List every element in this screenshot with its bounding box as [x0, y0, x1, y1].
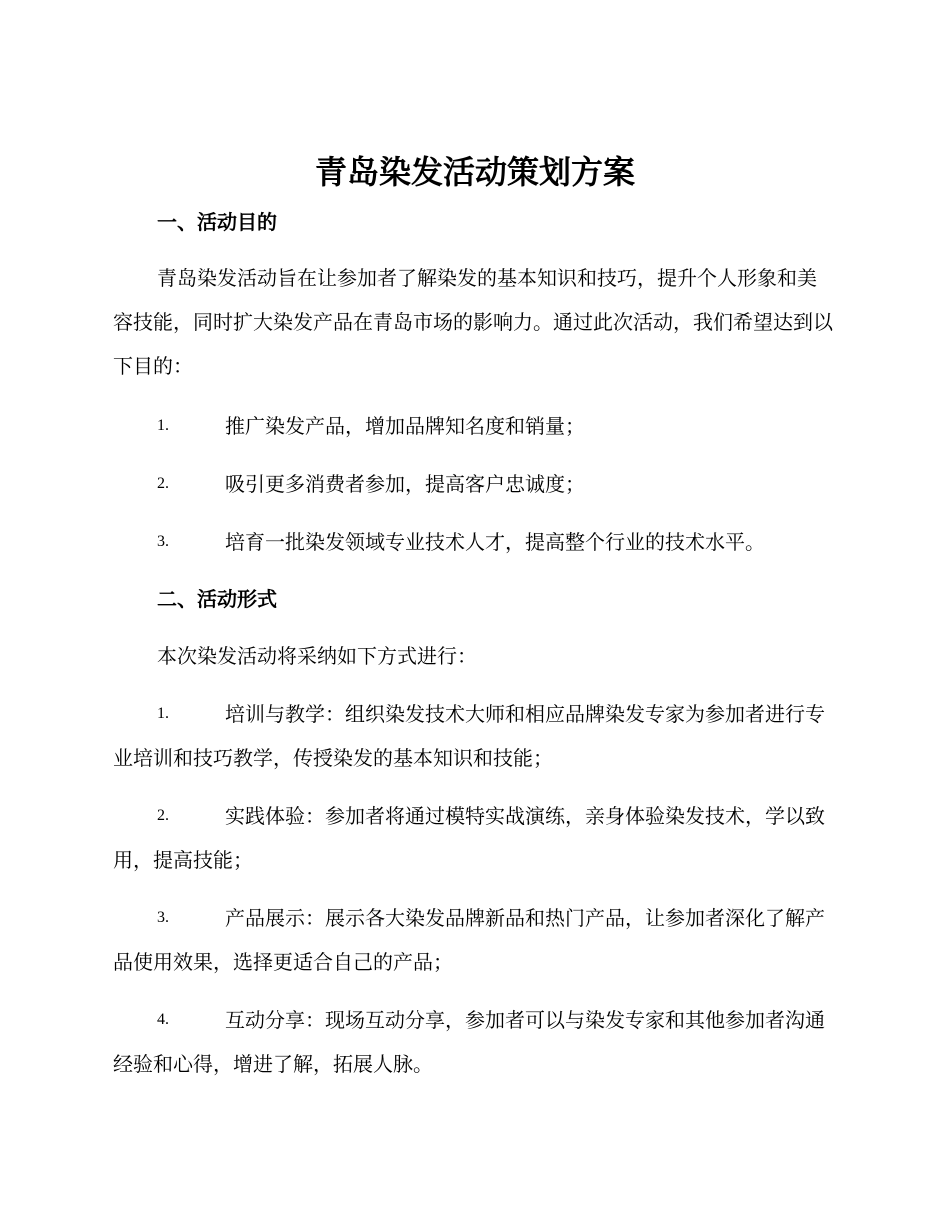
list-number: 4.	[157, 1011, 169, 1028]
section-heading-purpose: 一、活动目的	[157, 210, 277, 234]
section-intro-format: 本次染发活动将采纳如下方式进行：	[157, 644, 477, 668]
list-item: 产品展示：展示各大染发品牌新品和热门产品，让参加者深化了解产品使用效果，选择更适合自己的产品；	[113, 906, 825, 974]
list-number: 2.	[157, 807, 169, 824]
list-item: 培训与教学：组织染发技术大师和相应品牌染发专家为参加者进行专业培训和技巧教学，传授染发的基本知识和技能；	[113, 702, 825, 770]
section-heading-format: 二、活动形式	[157, 587, 277, 611]
list-item: 吸引更多消费者参加，提高客户忠诚度；	[225, 472, 585, 496]
list-number: 3.	[157, 909, 169, 926]
section-intro-purpose: 青岛染发活动旨在让参加者了解染发的基本知识和技巧，提升个人形象和美容技能，同时扩大染发产品在青岛市场的影响力。通过此次活动，我们希望达到以下目的：	[113, 266, 833, 378]
list-number: 1.	[157, 417, 169, 434]
list-item: 培育一批染发领域专业技术人才，提高整个行业的技术水平。	[225, 530, 765, 554]
list-number: 1.	[157, 705, 169, 722]
list-item: 互动分享：现场互动分享，参加者可以与染发专家和其他参加者沟通经验和心得，增进了解，拓展人脉。	[113, 1008, 825, 1076]
document-title: 青岛染发活动策划方案	[314, 153, 635, 191]
list-number: 2.	[157, 475, 169, 492]
list-item: 推广染发产品，增加品牌知名度和销量；	[225, 414, 585, 438]
list-item: 实践体验：参加者将通过模特实战演练，亲身体验染发技术，学以致用，提高技能；	[113, 804, 825, 872]
list-number: 3.	[157, 533, 169, 550]
